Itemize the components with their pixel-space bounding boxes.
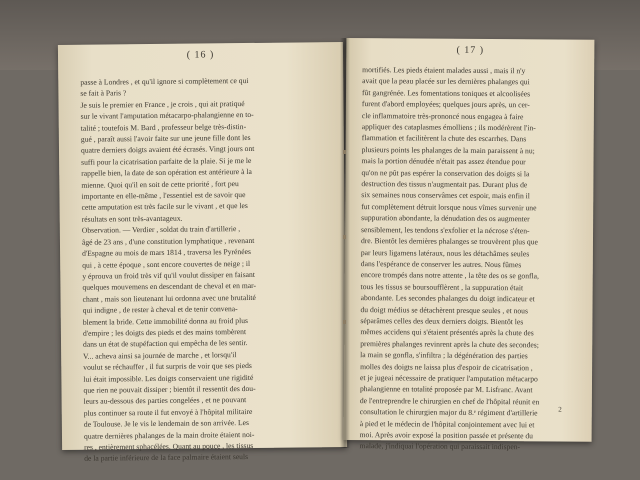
text-line: que rien ne pouvait dissiper ; bientôt il ressentit des dou- xyxy=(83,383,256,395)
text-line: qui indigne , de rester à cheval et de tenir convena- xyxy=(82,304,238,315)
text-line: sur le vivant l'amputation métacarpo-phalangienne en to- xyxy=(80,110,254,121)
text-line: d'Espagne au mois de mars 1814 , traversa les Pyrénées xyxy=(82,247,251,258)
text-line: du doigt médius se détachèrent presque seules , et nous xyxy=(360,304,528,315)
text-line: âgé de 23 ans , d'une constitution lymphatique , revenant xyxy=(81,235,255,247)
text-line: y éprouva un froid très vif qu'il voulut dissiper en faisant xyxy=(82,269,255,281)
text-line: talité ; toutefois M. Bard , professeur belge très-distin- xyxy=(80,121,247,133)
text-line: avait que la peau placée sur les dernières phalanges qui xyxy=(362,76,530,87)
text-line: de la partie inférieure de la face palmaire étaient seuls xyxy=(84,452,249,464)
text-line: encore trompés dans notre attente , la tête des os se gonfla, xyxy=(360,270,539,281)
book-gutter xyxy=(340,38,350,448)
text-line: cle inflammatoire très-prononcé nous engagea à faire xyxy=(361,110,524,121)
text-line: passe à Londres , et qu'il ignore si complètement ce qui xyxy=(80,76,249,87)
text-line: fût gangrénée. Les fomentations toniques et alcoolisées xyxy=(361,87,531,99)
text-line: Observation. — Verdier , soldat du train d'artillerie , xyxy=(81,224,241,236)
text-line: appliquer des cataplasmes émolliens ; ils modérèrent l'in- xyxy=(361,122,536,133)
text-line: rappelle bien, la date de son opération est antérieure à la xyxy=(81,167,252,179)
text-line: phalangienne en totalité proposée par M. Lisfranc. Avant xyxy=(359,384,533,395)
text-line: malade, j'indiquai l'opération qui paraissait indispen- xyxy=(359,441,521,452)
text-line: fut complètement détruit lorsque nous vîmes survenir une xyxy=(361,201,537,213)
text-line: qui , à cette époque , sont encore couvertes de neige ; il xyxy=(82,258,251,270)
text-line: chant , mais son lieutenant lui ordonna avec une brutalité xyxy=(82,292,256,304)
right-page-text xyxy=(360,64,579,453)
text-line: gué , paraît aussi l'avoir faite sur une jeune fille dont les xyxy=(80,133,251,144)
text-line: dre. Bientôt les dernières phalanges se trouvèrent plus que xyxy=(360,236,538,247)
text-line: dans un état de stupéfaction qui empêcha de les sentir. xyxy=(82,338,248,350)
right-page xyxy=(344,38,595,452)
text-line: importante en elle-même , l'essentiel est de savoir que xyxy=(81,190,246,201)
text-line: par leurs ligamens latéraux, nous les détachâmes seules xyxy=(360,247,530,258)
text-line: se fait à Paris ? xyxy=(80,88,127,99)
text-line: consultation le chirurgien major du 8.ᵉ régiment d'artillerie xyxy=(359,407,538,418)
text-line: quatre derniers doigts avaient été écrasés. Vingt jours ont xyxy=(80,144,255,156)
text-line: moi. Après avoir exposé la position passée et présente du xyxy=(359,430,534,441)
text-line: flammation et facilitèrent la chute des escarrhes. Dans xyxy=(361,133,527,144)
text-line: blement la bride. Cette immobilité donna au froid plus xyxy=(82,315,248,327)
signature-mark: 2 xyxy=(558,405,562,414)
text-line: d'empire ; les doigts des pieds et des mains tombèrent xyxy=(82,326,247,338)
text-line: destruction des tissus n'augmentait pas. Durant plus de xyxy=(361,179,528,190)
page-number-left: ( 16 ) xyxy=(186,49,215,61)
text-line: abondante. Les secondes phalanges du doigt indicateur et xyxy=(360,293,535,304)
binding-stitch xyxy=(343,150,346,154)
binding-stitch xyxy=(343,320,346,324)
text-line: dans l'espérance de conserver les autres. Nous fûmes xyxy=(360,259,522,270)
text-line: furent d'abord employées; quelques jours après, un cer- xyxy=(361,99,530,110)
text-line: sensiblement, les tendons s'exfolier et la nécrose s'éten- xyxy=(361,224,530,235)
text-line: quelques mouvemens en descendant de cheval et en mar- xyxy=(82,281,257,293)
text-line: suffi pour la cicatrisation parfaite de la plaie. Si je me le xyxy=(81,155,252,167)
text-line: Je suis le premier en France , je crois , qui ait pratiqué xyxy=(80,98,245,110)
text-line: mais la portion dénudée n'était pas assez étendue pour xyxy=(361,156,526,167)
text-line: res , entièrement sphacélées. Quant au pouce , les tissus xyxy=(84,440,254,452)
text-line: cette amputation est très facile sur le vivant , et que les xyxy=(81,201,248,213)
text-line: qu'on ne pût pas espérer la conservation des doigts si la xyxy=(361,167,530,178)
left-page xyxy=(58,42,347,464)
text-line: et je jugeai nécessaire de pratiquer l'amputation métacarpo xyxy=(360,373,538,384)
text-line: tous les tissus se boursoufflèrent , la suppuration était xyxy=(360,281,524,292)
page-number-right: ( 17 ) xyxy=(456,44,485,56)
text-line: V... acheva ainsi sa journée de marche , et lorsqu'il xyxy=(83,349,237,361)
text-line: mortifiés. Les pieds étaient malades aussi , mais il n'y xyxy=(362,65,526,76)
text-line: suppuration abondante, la dénudation des os augmenter xyxy=(361,213,530,224)
text-line: plus continuer sa route il fut envoyé à l'hôpital militaire xyxy=(83,406,253,418)
text-line: voulut se réchauffer , il fut surpris de voir que ses pieds xyxy=(83,361,252,372)
text-line: premières phalanges revinrent après la chute des secondes; xyxy=(360,338,539,350)
text-line: séparâmes celles des deux derniers doigts. Bientôt les xyxy=(360,316,524,327)
text-line: à pied et le médecin de l'hôpital conjointement avec lui et xyxy=(359,418,535,429)
text-line: plusieurs points les phalanges de la main paraissent à nu; xyxy=(361,144,535,156)
text-line: résultats en sont très-avantageux. xyxy=(81,213,183,224)
text-line: leurs au-dessous des parties congelées , et ne pouvant xyxy=(83,395,247,407)
text-line: de Toulouse. Je le vis le lendemain de son arrivée. Les xyxy=(83,418,249,429)
left-page-text xyxy=(80,74,333,464)
text-line: molles des doigts ne laissa plus d'espoir de cicatrisation , xyxy=(360,361,533,372)
binding-stitch xyxy=(343,235,346,239)
text-line: la main se gonfla, s'infiltra ; la dégénération des parties xyxy=(360,350,528,361)
text-line: de l'entreprendre le chirurgien en chef de l'hôpital réunit en xyxy=(359,395,540,407)
text-line: mêmes accidens qui s'étaient présentés après la chute des xyxy=(360,327,534,338)
text-line: lui était impossible. Les doigts conservaient une rigidité xyxy=(83,372,254,384)
text-line: six semaines nous conservâmes cet espoir, mais enfin il xyxy=(361,190,530,201)
text-line: quatre dernières phalanges de la main droite étaient noi- xyxy=(83,429,255,441)
text-line: mienne. Quoi qu'il en soit de cette priorité , fort peu xyxy=(81,178,239,190)
